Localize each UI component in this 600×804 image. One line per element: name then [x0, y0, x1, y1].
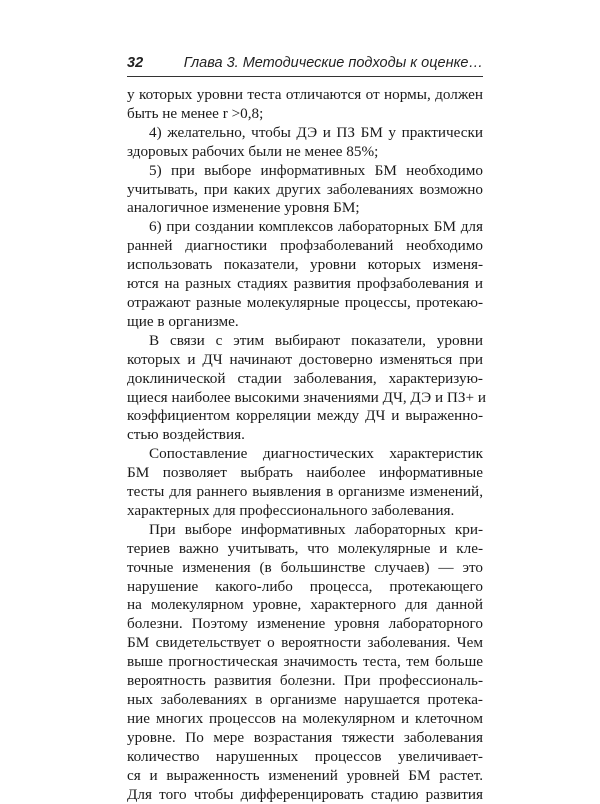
text-line: которых и ДЧ начинают достоверно изменяться при — [127, 350, 483, 368]
text-line: вероятность развития болезни. При профессиональ- — [127, 672, 483, 690]
paragraph-criterion-continuation — [127, 86, 483, 124]
header-rule — [127, 76, 483, 77]
text-line: тесты для раннего выявления в организме изменений, — [127, 483, 483, 501]
text-line: щиеся наиболее высокими значениями ДЧ, ДЭ и ПЗ+ и — [127, 388, 486, 406]
page-number: 32 — [127, 55, 144, 71]
text-line: быть не менее r >0,8; — [127, 104, 264, 122]
paragraph-criterion-4 — [127, 124, 483, 162]
text-line: 4) желательно, чтобы ДЭ и ПЗ БМ у практически — [149, 123, 483, 141]
text-line: выше прогностическая значимость теста, тем больше — [127, 653, 483, 671]
text-line: ются на разных стадиях развития профзаболевания и — [127, 275, 483, 293]
text-line: точные изменения (в большинстве случаев) — это — [127, 558, 483, 576]
text-line: нарушение какого-либо процесса, протекающего — [127, 577, 483, 595]
text-line: аналогичное изменение уровня БМ; — [127, 199, 360, 217]
text-line: щие в организме. — [127, 312, 239, 330]
text-line: ных заболеваниях в организме нарушается протека- — [127, 691, 483, 708]
text-line: В связи с этим выбирают показатели, уровни — [149, 331, 483, 349]
paragraph-indicator-selection — [127, 331, 486, 445]
page-header — [127, 55, 483, 77]
text-line: При выборе информативных лабораторных кри- — [149, 520, 483, 538]
body-text — [127, 86, 486, 804]
text-line: стью воздействия. — [127, 426, 245, 444]
text-line: ранней диагностики профзаболеваний необходимо — [127, 237, 483, 255]
text-line: 6) при создании комплексов лабораторных БМ для — [149, 218, 483, 236]
text-line: здоровых рабочих были не менее 85%; — [127, 142, 379, 160]
text-line: териев важно учитывать, что молекулярные и кле- — [127, 539, 483, 557]
text-line: коэффициентом корреляции между ДЧ и выраженно- — [127, 407, 483, 425]
text-line: количество нарушенных процессов увеличивает- — [127, 747, 483, 765]
text-line: Для того чтобы дифференцировать стадию развития — [127, 785, 483, 803]
text-line: у которых уровни теста отличаются от нормы, должен — [127, 86, 483, 103]
text-line: Сопоставление диагностических характеристик — [149, 445, 483, 463]
text-line: учитывать, при каких других заболеваниях возможно — [127, 180, 483, 198]
text-line: ся и выраженность изменений уровней БМ растет. — [127, 766, 483, 784]
text-line: характерных для профессионального заболевания. — [127, 501, 455, 519]
text-line: болезни. Поэтому изменение уровня лабораторного — [127, 615, 483, 633]
text-line: уровне. По мере возрастания тяжести заболевания — [127, 728, 483, 746]
text-line: ние многих процессов на молекулярном и клеточном — [127, 709, 483, 727]
text-line: использовать показатели, уровни которых изменя- — [127, 256, 483, 274]
running-title: Глава 3. Методические подходы к оценке… — [183, 55, 483, 71]
paragraph-criterion-5 — [127, 162, 483, 219]
text-line: доклинической стадии заболевания, характеризую- — [127, 369, 483, 387]
text-line: на молекулярном уровне, характерного для данной — [127, 596, 483, 614]
paragraph-comparison — [127, 445, 483, 521]
text-line: 5) при выборе информативных БМ необходимо — [149, 161, 483, 179]
paragraph-criterion-6 — [127, 218, 483, 331]
text-line: отражают разные молекулярные процессы, протекаю- — [127, 293, 483, 311]
text-line: БМ позволяет выбрать наиболее информативные — [127, 464, 483, 482]
paragraph-lab-criteria — [127, 521, 483, 804]
text-line: БМ свидетельствует о вероятности заболевания. Чем — [127, 634, 483, 652]
